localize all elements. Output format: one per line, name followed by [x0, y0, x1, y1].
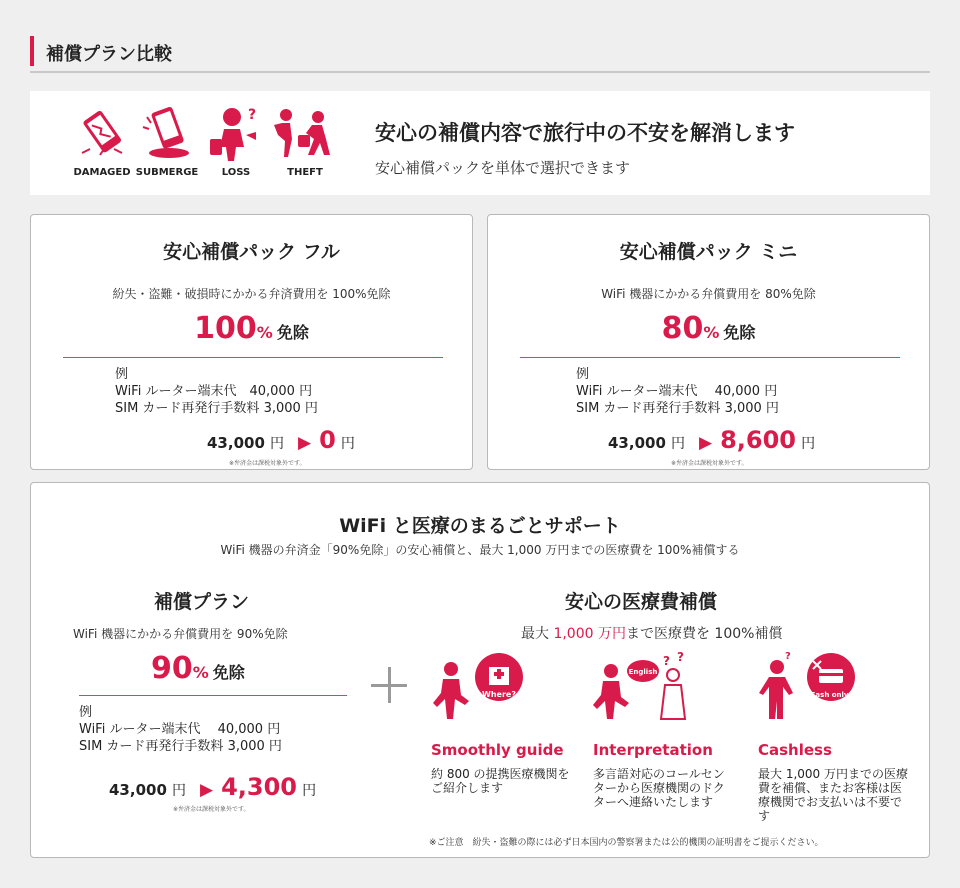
card-full — [30, 214, 473, 470]
card-mini — [487, 214, 930, 470]
after-amount: 8,600 — [720, 426, 796, 454]
yen-unit: 円 — [171, 783, 186, 799]
icon-label-loss: LOSS — [221, 167, 251, 178]
rate-exempt: 免除 — [212, 663, 245, 682]
banner-subtitle: 安心補償パックを単体で選択できます — [375, 159, 631, 177]
feature-desc-interpretation: 多言語対応のコールセンターから医療機関のドクターへ連絡いたします — [593, 767, 725, 809]
rate-value: 90 — [151, 651, 193, 686]
svg-text:?: ? — [677, 650, 684, 664]
caution-note: ※ご注意 紛失・盗難の際には必ず日本国内の警察署または公的機関の証明書をご提示ください。 — [429, 838, 824, 848]
after-amount: 0 — [319, 426, 336, 454]
theft-icon — [272, 105, 332, 161]
badge-text: Where? — [482, 690, 516, 699]
divider — [520, 357, 900, 358]
yen-unit: 円 — [801, 436, 816, 452]
before-amount: 43,000 — [109, 781, 167, 799]
yen-unit: 円 — [340, 436, 355, 452]
medical-desc-amount: 1,000 万円 — [553, 626, 626, 642]
divider — [63, 357, 443, 358]
before-amount: 43,000 — [608, 434, 666, 452]
card-support — [30, 482, 930, 858]
medical-desc-post: まで医療費を 100%補償 — [625, 626, 783, 642]
example-block — [576, 366, 779, 417]
example-label: 例 — [576, 367, 590, 382]
card-mini-rate — [488, 311, 929, 346]
example-line: SIM カード再発行手数料 3,000 円 — [576, 401, 779, 416]
feature-title-cashless: Cashless — [758, 741, 832, 759]
support-subtitle: WiFi 機器の弁済金「90%免除」の安心補償と、最大 1,000 万円までの医療費を 100%補償する — [220, 543, 740, 557]
interpreter-icon — [591, 649, 691, 721]
card-full-rate — [31, 311, 472, 346]
example-label: 例 — [115, 367, 129, 382]
support-title: WiFi と医療のまるごとサポート — [339, 515, 621, 537]
feature-title-guide: Smoothly guide — [431, 741, 564, 759]
example-line: WiFi ルーター端末代 40,000 円 — [79, 722, 281, 737]
calc-row — [608, 426, 815, 454]
feature-title-interpretation: Interpretation — [593, 741, 713, 759]
rate-exempt: 免除 — [723, 323, 756, 342]
rate-percent: % — [256, 323, 273, 342]
plan-desc: WiFi 機器にかかる弁償費用を 90%免除 — [73, 627, 288, 641]
arrow-icon: ▶ — [698, 433, 713, 453]
section-header — [30, 32, 930, 73]
divider — [79, 695, 347, 696]
svg-text:?: ? — [663, 654, 670, 668]
arrow-icon: ▶ — [199, 780, 214, 800]
medical-desc-pre: 最大 — [521, 626, 549, 642]
example-block — [115, 366, 318, 417]
example-block — [79, 704, 282, 755]
rate-percent: % — [192, 663, 209, 682]
card-mini-desc: WiFi 機器にかかる弁償費用を 80%免除 — [601, 287, 816, 301]
tax-note: ※弁済金は課税対象外です。 — [173, 806, 250, 813]
feature-desc-cashless: 最大 1,000 万円までの医療費を補償、またお客様は医療機関でお支払いは不要です — [758, 767, 908, 823]
example-line: SIM カード再発行手数料 3,000 円 — [115, 401, 318, 416]
rate-percent: % — [703, 323, 720, 342]
calc-row — [109, 773, 316, 801]
plan-rate — [151, 651, 245, 686]
svg-text:?: ? — [785, 651, 791, 662]
example-label: 例 — [79, 705, 93, 720]
hero-banner — [30, 91, 930, 195]
tax-note: ※弁済金は課税対象外です。 — [229, 460, 306, 467]
card-full-desc: 紛失・盗難・破損時にかかる弁済費用を 100%免除 — [112, 287, 391, 301]
card-mini-title: 安心補償パック ミニ — [619, 241, 798, 263]
section-title: 補償プラン比較 — [46, 44, 172, 65]
medical-title: 安心の医療費補償 — [565, 591, 718, 613]
arrow-icon: ▶ — [297, 433, 312, 453]
before-amount: 43,000 — [207, 434, 265, 452]
tax-note: ※弁済金は課税対象外です。 — [671, 460, 748, 467]
cashless-icon — [755, 649, 859, 721]
confused-person-icon — [206, 105, 266, 161]
header-accent-bar — [30, 36, 34, 66]
plus-icon — [371, 667, 407, 703]
hospital-guide-icon — [429, 649, 525, 721]
rate-value: 80 — [661, 311, 704, 346]
rate-exempt: 免除 — [276, 323, 309, 342]
feature-desc-guide: 約 800 の提携医療機関をご紹介します — [431, 767, 570, 795]
calc-row — [207, 426, 355, 454]
plan-title: 補償プラン — [154, 591, 250, 613]
icon-label-submerge: SUBMERGE — [135, 167, 199, 178]
example-line: WiFi ルーター端末代 40,000 円 — [576, 384, 778, 399]
badge-text: Cash only! — [810, 691, 852, 699]
svg-text:?: ? — [248, 107, 257, 123]
yen-unit: 円 — [302, 783, 317, 799]
example-line: WiFi ルーター端末代 40,000 円 — [115, 384, 313, 399]
medical-desc — [521, 623, 782, 643]
banner-title: 安心の補償内容で旅行中の不安を解消します — [375, 121, 795, 145]
icon-label-damaged: DAMAGED — [73, 167, 131, 178]
icon-label-theft: THEFT — [287, 167, 323, 178]
yen-unit: 円 — [670, 436, 685, 452]
yen-unit: 円 — [269, 436, 284, 452]
example-line: SIM カード再発行手数料 3,000 円 — [79, 739, 282, 754]
after-amount: 4,300 — [221, 773, 297, 801]
card-full-title: 安心補償パック フル — [163, 241, 340, 263]
damaged-phone-icon — [72, 105, 132, 161]
rate-value: 100 — [194, 311, 257, 346]
badge-text: English — [628, 668, 658, 676]
submerged-phone-icon — [137, 105, 197, 161]
